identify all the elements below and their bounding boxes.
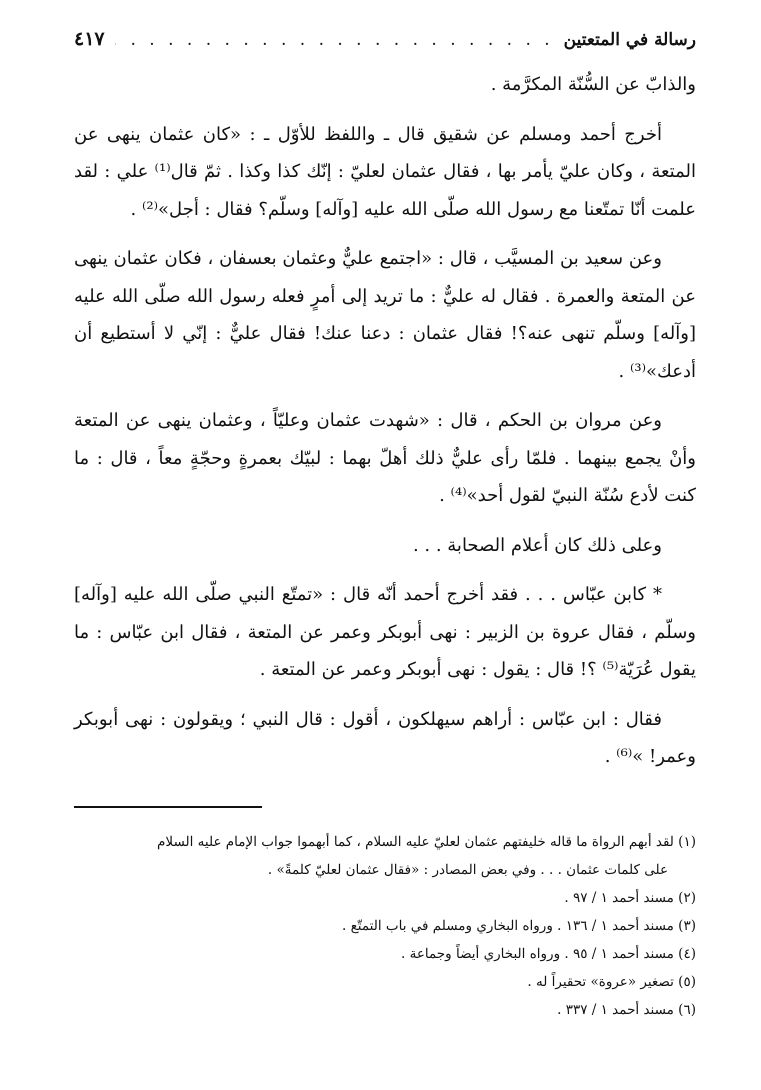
footnote-6: (٦) مسند أحمد ١ / ٣٣٧ . [557,1001,696,1018]
book-page [74,28,696,1024]
section-heading: وعلى ذلك كان أعلام الصحابة . . . [412,534,662,556]
running-head [74,28,696,62]
footnote-2: (٢) مسند أحمد ١ / ٩٧ . [564,889,696,906]
footnote-4: (٤) مسند أحمد ١ / ٩٥ . ورواه البخاري أيضاً وجماعة . [401,945,696,962]
main-text [74,66,696,776]
footnote-text: (١) لقد أبهم الرواة ما قاله خليفتهم عثمان لعليّ عليه السلام ، كما أبهموا جواب الإمام عليه السلام [157,833,696,850]
footnote-continuation: على كلمات عثمان . . . وفي بعض المصادر : «فقال عثمان لعليّ كلمةً» . [267,861,668,878]
footnote-5: (٥) تصغير «عروة» تحقيراً له . [527,973,696,990]
running-title: رسالة في المتعتين [563,30,696,50]
paragraph: وعن مروان بن الحكم ، قال : «شهدت عثمان وعليّاً ، وعثمان ينهى عن المتعة وأنْ يجمع بينهما . فلمّا رأى عليٌّ ذلك أهلّ بهما : لبيّك بعمرةٍ وحجّةٍ معاً ، قال : ما كنت لأدع سُنّة النبيّ لقول أحد»⁽⁴⁾ . [74,410,696,506]
paragraph: * كابن عبّاس . . . فقد أخرج أحمد أنّه قال : «تمتّع النبي صلّى الله عليه [وآله] وسلّم ، فقال عروة بن الزبير : نهى أبوبكر وعمر عن المتعة ، فقال ابن عبّاس : ما يقول عُرَيّة⁽⁵⁾ ؟! قال : يقول : نهى أبوبكر وعمر عن المتعة . [74,584,696,680]
paragraph: والذابّ عن السُّنّة المكرَّمة . [490,74,696,95]
paragraph: وعن سعيد بن المسيَّب ، قال : «اجتمع عليٌّ وعثمان بعسفان ، فكان عثمان ينهى عن المتعة والعمرة . فقال له عليٌّ : ما تريد إلى أمرٍ فعله رسول الله صلّى الله عليه [وآله] وسلّم تنهى عنه؟! فقال عثمان : دعنا عنك! فقال عليٌّ : إنّي لا أستطيع أن أدعك»⁽³⁾ . [74,248,696,382]
footnotes [74,828,696,1024]
page-number: ٤١٧ [74,28,105,50]
paragraph: أخرج أحمد ومسلم عن شقيق قال ـ واللفظ للأوّل ـ : «كان عثمان ينهى عن المتعة ، وكان عليّ يأمر بها ، فقال عثمان لعليّ : إنّك كذا وكذا . ثمّ قال⁽¹⁾ علي : لقد علمت أنّا تمتّعنا مع رسول الله صلّى الله عليه [وآله] وسلّم؟ فقال : أجل»⁽²⁾ . [74,123,696,220]
footnote-1 [74,828,696,884]
paragraph: فقال : ابن عبّاس : أراهم سيهلكون ، أقول : قال النبي ؛ ويقولون : نهى أبوبكر وعمر! »⁽⁶⁾ . [74,708,696,767]
dot-leader [115,30,554,50]
footnote-separator [74,806,262,808]
footnote-3: (٣) مسند أحمد ١ / ١٣٦ . ورواه البخاري ومسلم في باب التمتّع . [342,917,696,934]
